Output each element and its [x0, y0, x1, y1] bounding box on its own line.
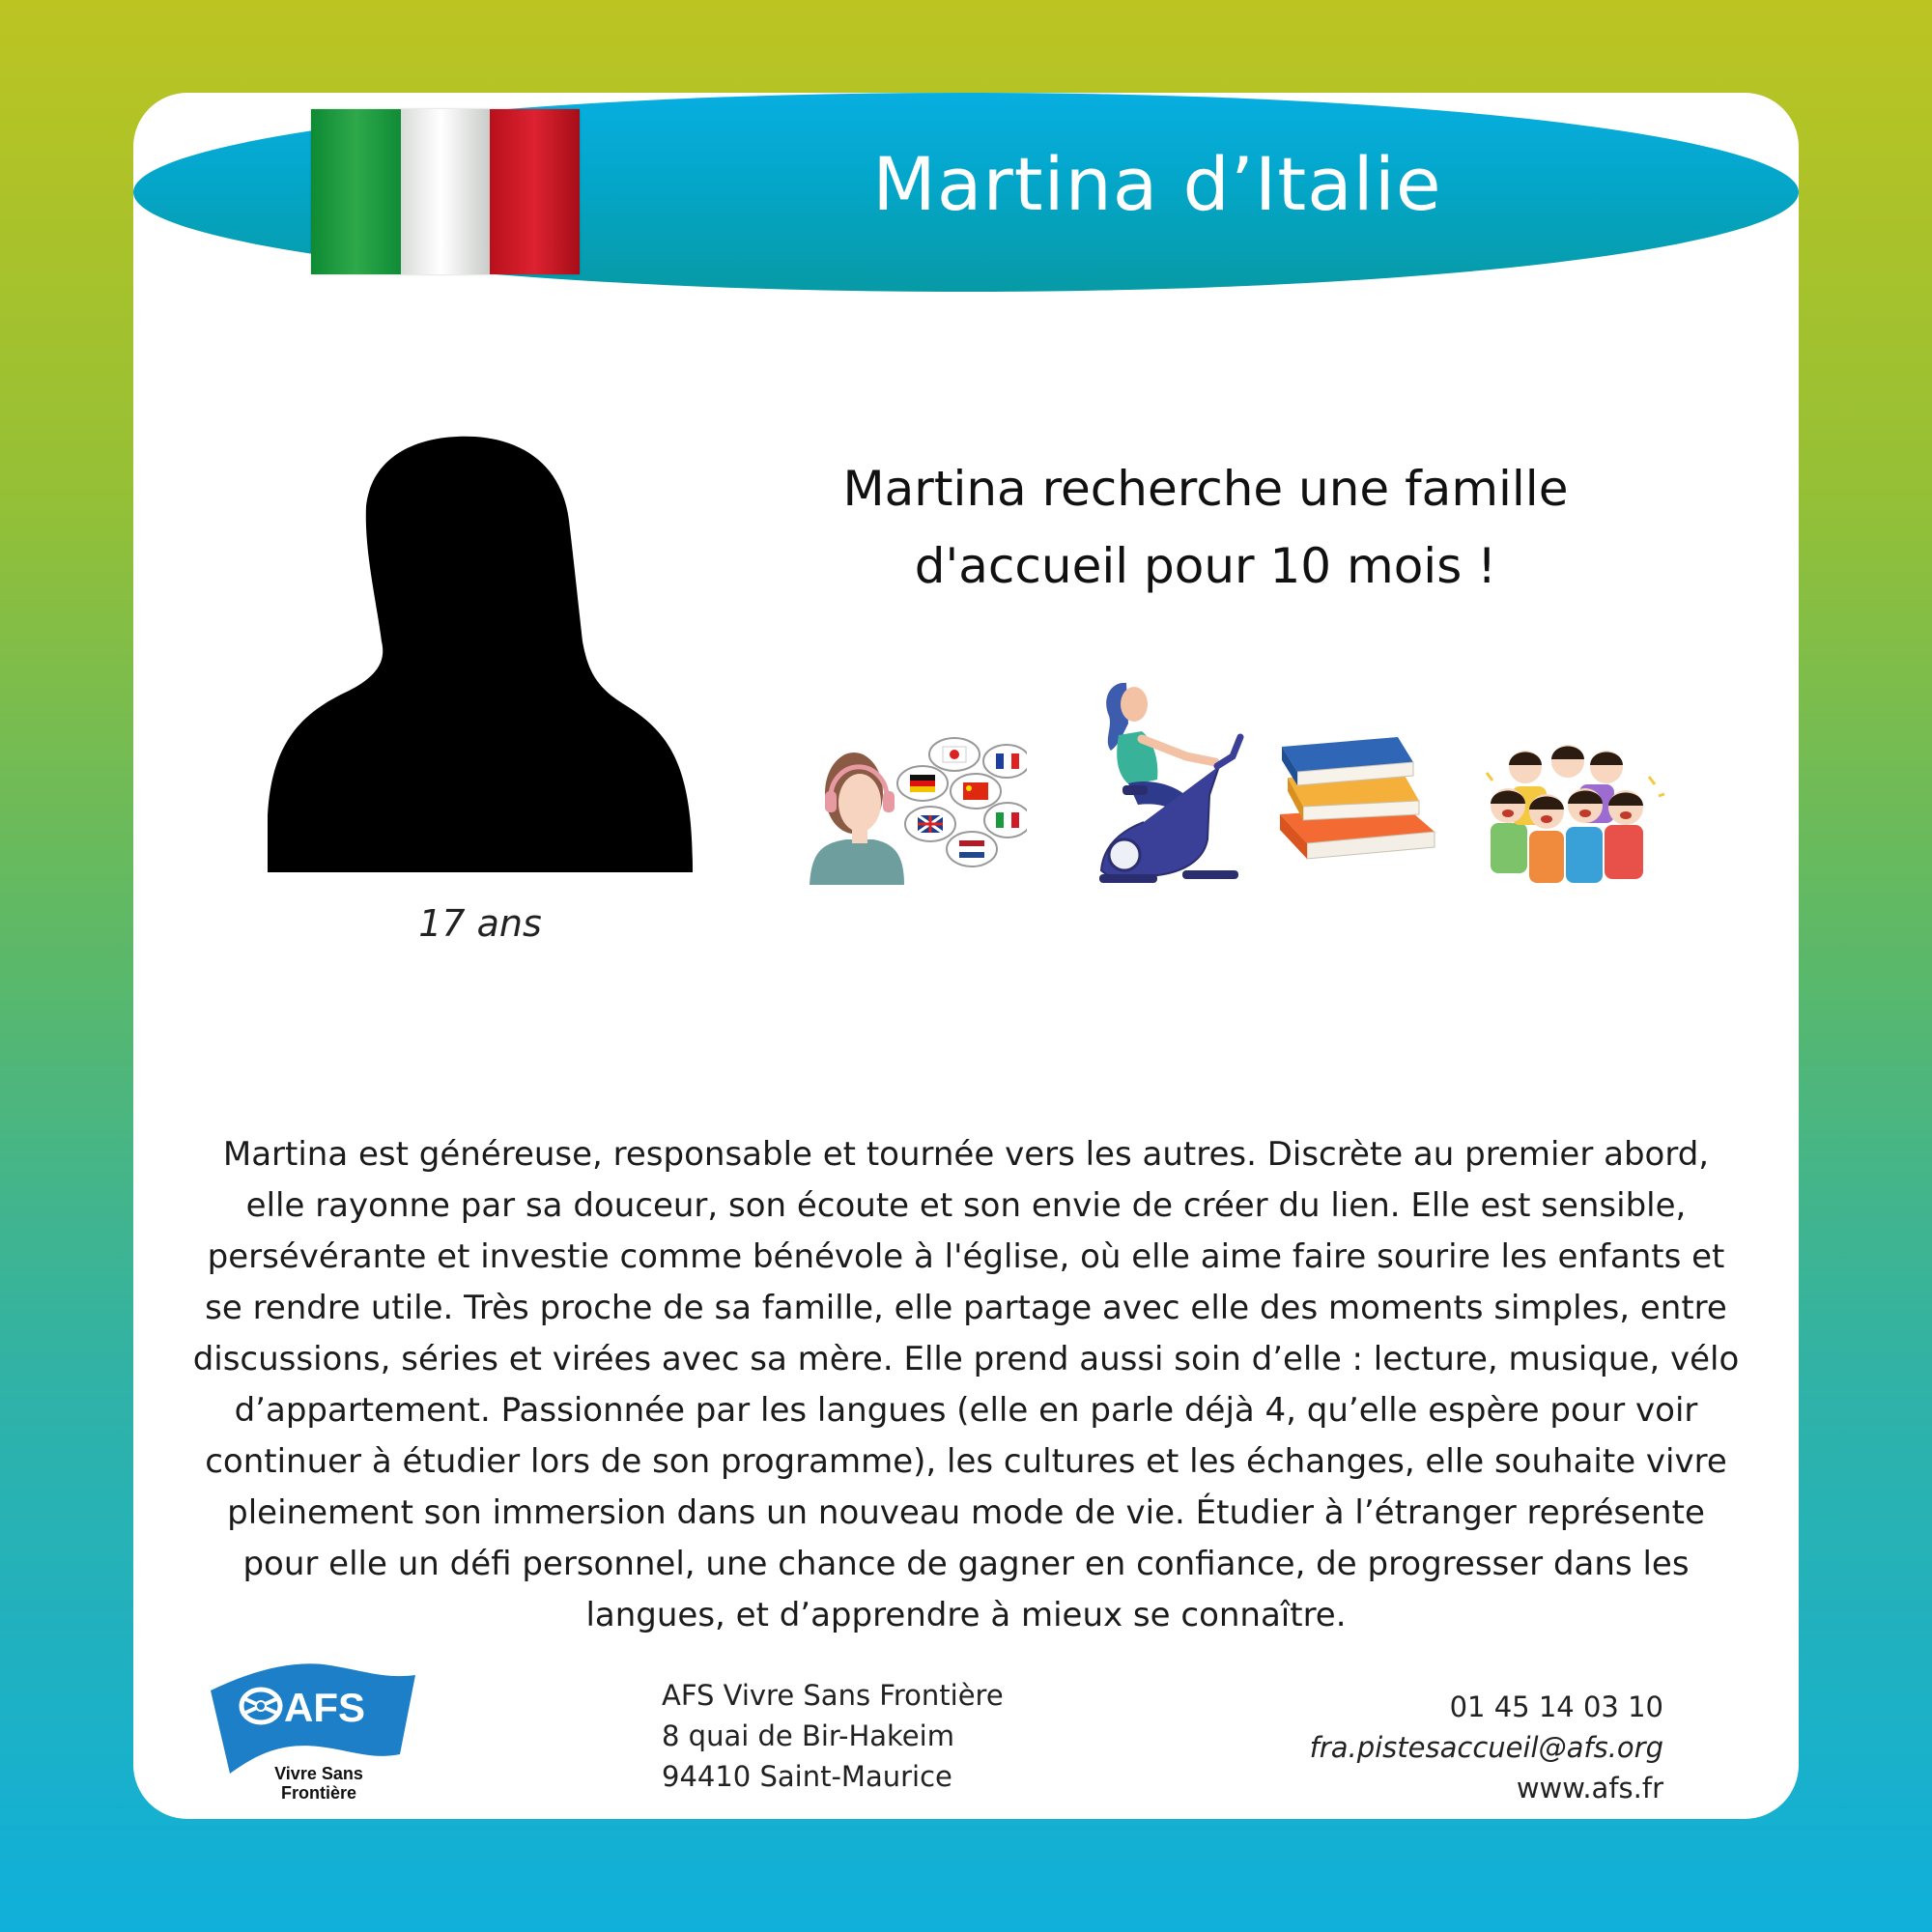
headline-line-2: d'accueil pour 10 mois ! [914, 538, 1497, 594]
headline-line-1: Martina recherche une famille [842, 461, 1569, 517]
logo-tagline-line-2: Frontière [280, 1783, 357, 1803]
phone-number: 01 45 14 03 10 [1449, 1690, 1663, 1723]
person-silhouette-icon [268, 434, 693, 872]
headline [723, 450, 1689, 605]
books-icon [1278, 735, 1437, 861]
profile-description: Martina est généreuse, responsable et tournée vers les autres. Discrète au premier abord, elle rayonne par sa douceur, son écoute et son envie de créer du lien. Elle est sensible, persévérante et investie comme bénévole à l'église, où elle aime faire sourire les enfants et se rendre utile. Très proche de sa famille, elle partage avec elle des moments simples, entre discussions, séries et virées avec sa mère. Elle prend aussi soin d’elle : lecture, musique, vélo d’appartement. Passionnée par les langues (elle en parle déjà 4, qu’elle espère pour voir continuer à étudier lors de son programme), les cultures et les échanges, elle souhaite vivre pleinement son immersion dans un nouveau mode de vie. Étudier à l’étranger représente pour elle un défi personnel, une chance de gagner en confiance, de progresser dans les langues, et d’apprendre à mieux se connaître. [192, 1135, 1740, 1634]
italy-flag-icon [311, 109, 580, 274]
address-line-1: AFS Vivre Sans Frontière [662, 1679, 1004, 1712]
email-link[interactable]: fra.pistesaccueil@afs.org [1309, 1731, 1663, 1764]
profile-card [133, 93, 1799, 1819]
address-line-3: 94410 Saint-Maurice [662, 1760, 952, 1793]
age-label: 17 ans [418, 902, 542, 945]
logo-tagline-line-1: Vivre Sans [274, 1764, 363, 1783]
languages-icon [810, 735, 1027, 885]
address-line-2: 8 quai de Bir-Hakeim [662, 1719, 954, 1752]
postal-address [662, 1675, 1004, 1797]
logo-brand-text: AFS [284, 1685, 365, 1730]
children-group-icon [1483, 738, 1666, 883]
afs-logo [211, 1650, 418, 1804]
contact-info [1310, 1687, 1663, 1808]
exercise-bike-icon [1090, 677, 1249, 885]
page-title: Martina d’Italie [872, 141, 1442, 227]
website-link[interactable]: www.afs.fr [1516, 1772, 1663, 1804]
